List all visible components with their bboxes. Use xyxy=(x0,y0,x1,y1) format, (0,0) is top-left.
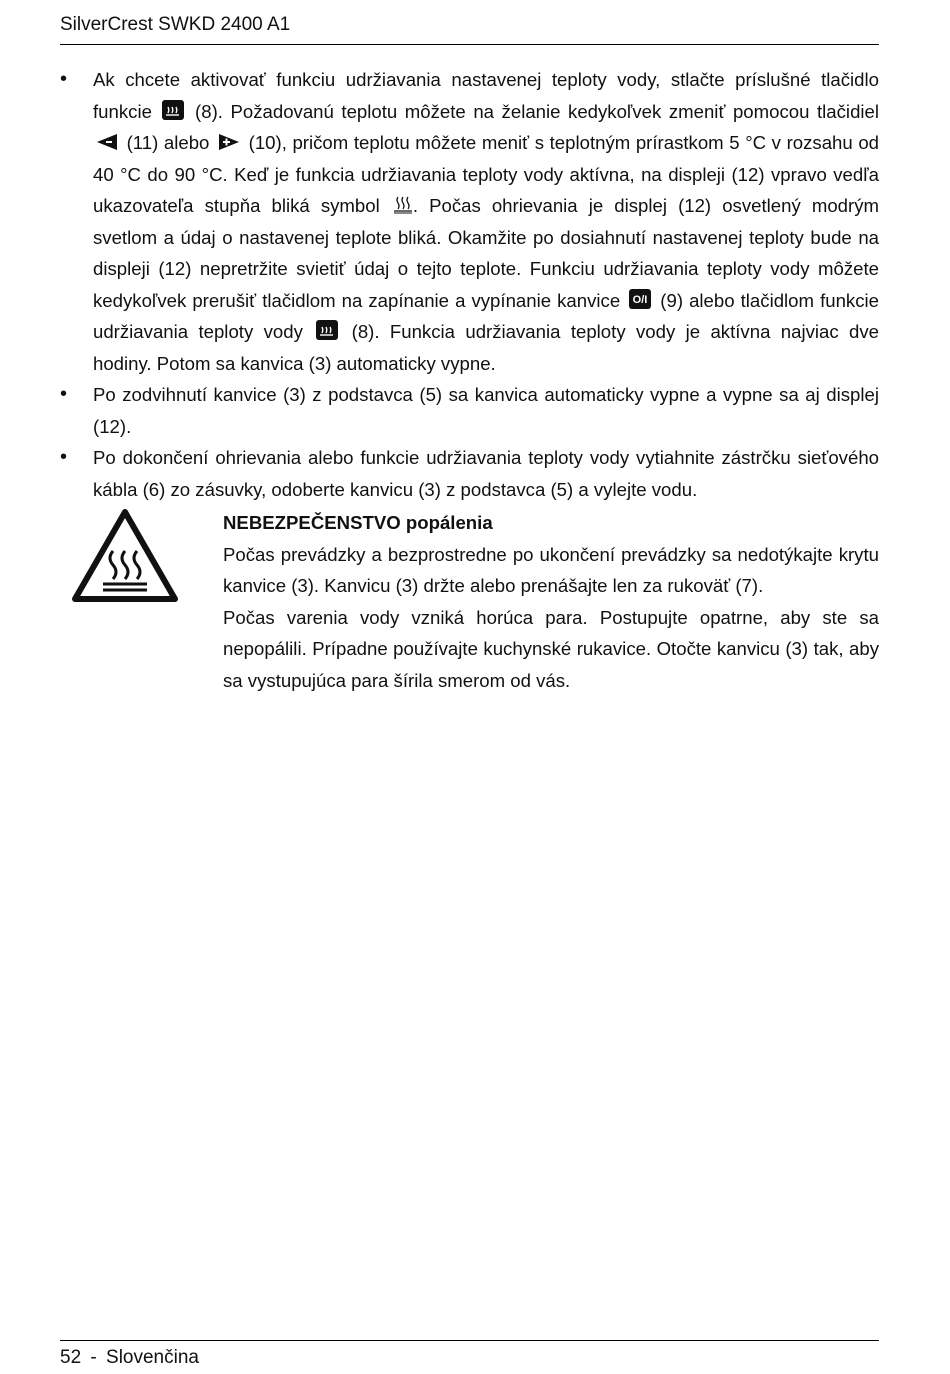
footer-separator: - xyxy=(90,1347,97,1368)
bullet-text: (8). Požadovanú teplotu môžete na želanie kedykoľvek zmeniť pomocou tlačidiel xyxy=(195,100,880,122)
list-item xyxy=(60,64,879,379)
footer-divider xyxy=(60,1340,879,1341)
plus-arrow-button-icon xyxy=(218,133,240,151)
bullet-text: (8). Funkcia udržiavania teploty vody je aktívna najviac dve hodiny. Potom sa kanvica (3) automaticky vypne. xyxy=(93,321,879,374)
bullet-text: (10), pričom teplotu môžete meniť s teplotným prírastkom 5 °C v rozsahu od 40 °C do 90 °C. Keď je funkcia udržiavania teploty vody aktívna, na displeji (12) vpravo vedľa ukazovateľa stupňa bliká symbol xyxy=(93,132,880,216)
bullet-text: . Počas ohrievania je displej (12) osvetlený modrým svetlom a údaj o nastavenej teplote bliká. Okamžite po dosiahnutí nastavenej teploty bude na displeji (12) nepretržite svietiť údaj o tejto teplote. Funkciu udržiavania teploty vody môžete kedykoľvek prerušiť tlačidlom na zapínanie a vypínanie kanvice xyxy=(93,195,879,311)
list-item xyxy=(60,379,879,442)
keep-warm-button-icon xyxy=(162,100,184,120)
instruction-list xyxy=(60,64,879,505)
bullet-text: Po dokončení ohrievania alebo funkcie udržiavania teploty vody vytiahnite zástrčku sieťového kábla (6) zo zásuvky, odoberte kanvicu (3) z podstavca (5) a vylejte vodu. xyxy=(93,447,879,500)
bullet-text: (11) alebo xyxy=(126,132,210,153)
warning-paragraph: Počas prevádzky a bezprostredne po ukončení prevádzky sa nedotýkajte krytu kanvice (3). Kanvicu (3) držte alebo prenášajte len za rukoväť (7). xyxy=(223,543,879,596)
footer-language: Slovenčina xyxy=(106,1347,199,1368)
list-item xyxy=(60,442,879,505)
page-header: SilverCrest SWKD 2400 A1 xyxy=(60,14,291,35)
bullet-text: (9) alebo tlačidlom funkcie udržiavania teploty vody xyxy=(93,289,879,342)
svg-text:O/I: O/I xyxy=(632,293,648,306)
warning-text xyxy=(223,507,879,696)
bullet-text: Ak chcete aktivovať funkciu udržiavania nastavenej teploty vody, stlačte príslušné tlačidlo funkcie xyxy=(93,69,879,122)
header-divider xyxy=(60,44,879,45)
warning-paragraph: Počas varenia vody vzniká horúca para. Postupujte opatrne, aby ste sa nepopálili. Prípadne používajte kuchynské rukavice. Otočte kanvicu (3) tak, aby sa vystupujúca para šírila smerom od vás. xyxy=(223,606,879,691)
minus-arrow-button-icon xyxy=(96,133,118,151)
heat-waves-symbol-icon xyxy=(393,196,413,214)
bullet-text: Po zodvihnutí kanvice (3) z podstavca (5) sa kanvica automaticky vypne a vypne sa aj displej (12). xyxy=(93,384,879,437)
keep-warm-button-icon xyxy=(316,320,338,340)
warning-title: NEBEZPEČENSTVO popálenia xyxy=(223,512,493,533)
burn-warning-block xyxy=(60,507,879,707)
hot-surface-warning-icon xyxy=(70,507,180,605)
page-content xyxy=(60,64,879,707)
page-number: 52 xyxy=(60,1347,82,1368)
on-off-button-icon xyxy=(629,289,651,309)
page-footer xyxy=(60,1344,199,1372)
